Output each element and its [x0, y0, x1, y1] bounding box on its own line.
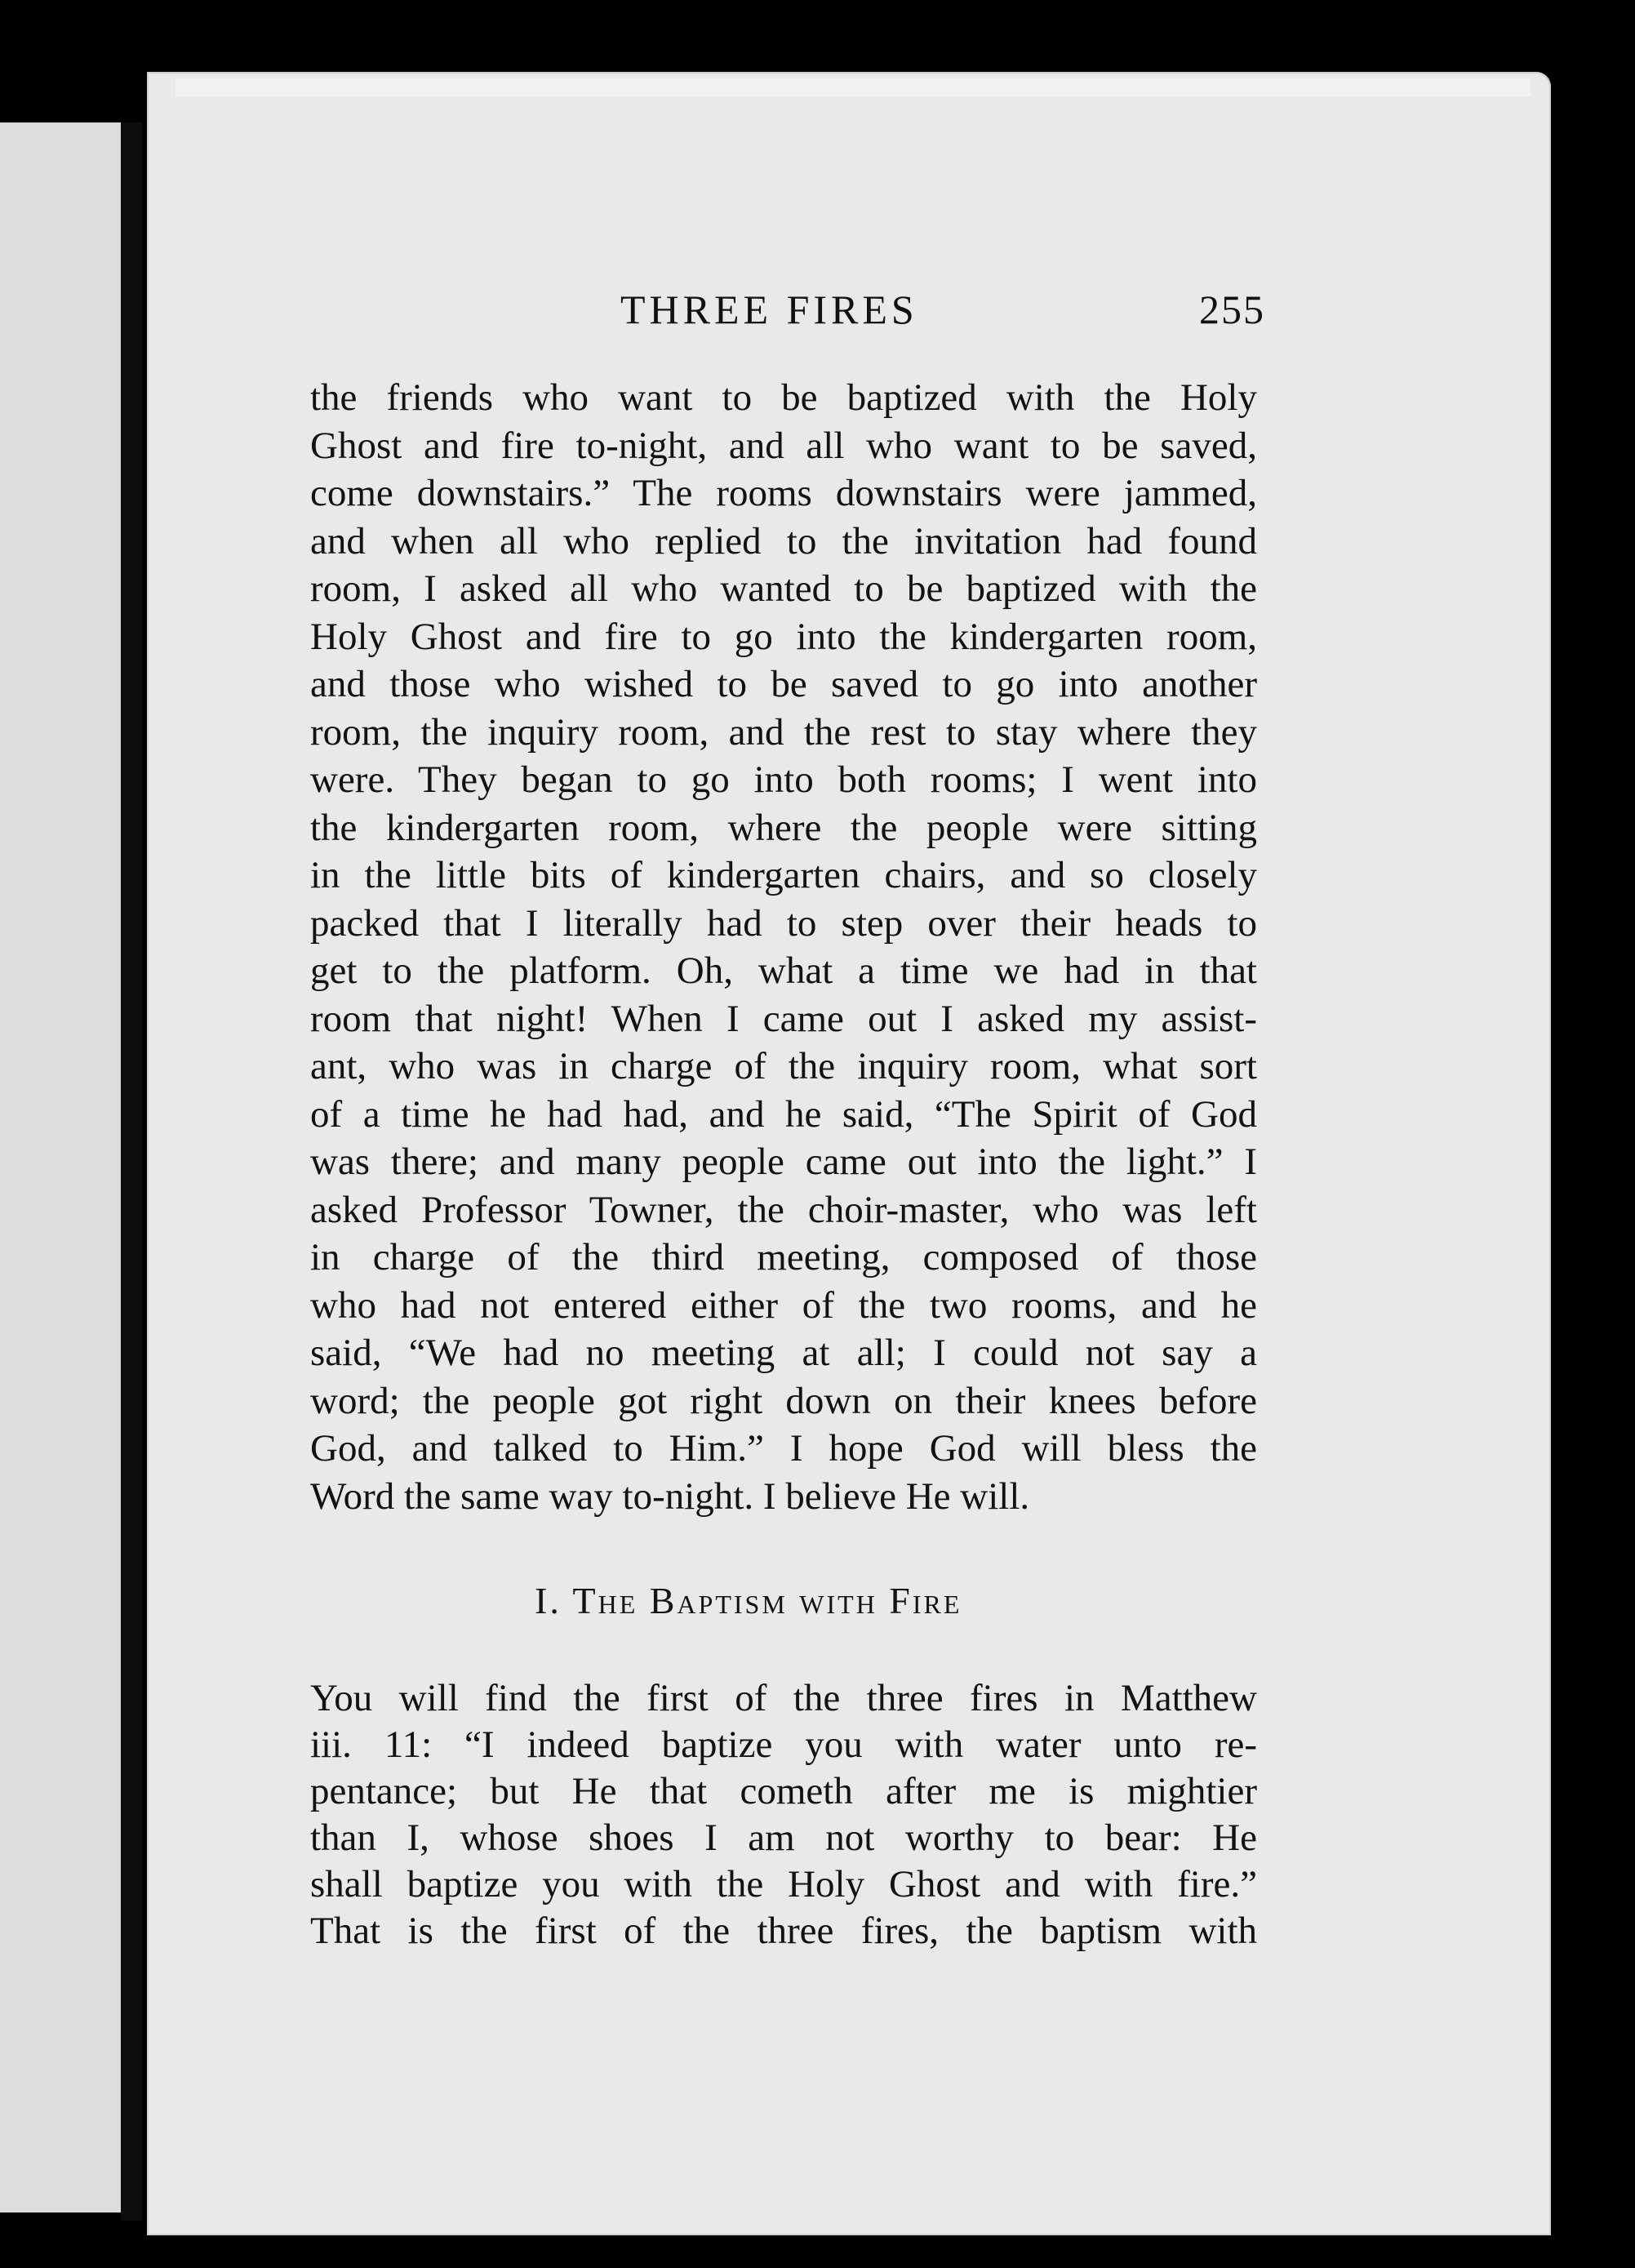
text-line: the kindergarten room, where the people were sitting: [310, 806, 1257, 849]
book-gutter: [121, 122, 142, 2221]
text-line: get to the platform. Oh, what a time we had in that: [310, 949, 1257, 992]
page-number: 255: [1199, 287, 1265, 332]
text-line: Ghost and fire to-night, and all who want to be saved,: [310, 424, 1257, 467]
text-line: Word the same way to-night. I believe He will.: [310, 1474, 1030, 1518]
text-line: That is the first of the three fires, the baptism with: [310, 1910, 1257, 1952]
text-line: and those who wished to be saved to go into another: [310, 663, 1257, 705]
text-line: Holy Ghost and fire to go into the kindergarten room,: [310, 615, 1257, 658]
text-line: room, the inquiry room, and the rest to stay where they: [310, 710, 1257, 754]
text-line: room that night! When I came out I asked my assist-: [310, 997, 1257, 1040]
text-line: asked Professor Towner, the choir-master, who was left: [310, 1188, 1257, 1231]
text-line: God, and talked to Him.” I hope God will bless the: [310, 1427, 1257, 1470]
text-line: in charge of the third meeting, composed of those: [310, 1236, 1257, 1279]
text-line: pentance; but He that cometh after me is mightier: [310, 1770, 1257, 1812]
text-line: in the little bits of kindergarten chairs, and so closely: [310, 854, 1257, 896]
text-line: who had not entered either of the two rooms, and he: [310, 1283, 1257, 1327]
text-line: word; the people got right down on their knees before: [310, 1379, 1257, 1422]
running-title: THREE FIRES: [620, 287, 918, 332]
text-line: iii. 11: “I indeed baptize you with water unto re-: [310, 1723, 1257, 1766]
body-paragraph: [310, 374, 1257, 1520]
text-line: packed that I literally had to step over their heads to: [310, 901, 1257, 945]
text-line: come downstairs.” The rooms downstairs were jammed,: [310, 472, 1257, 514]
page-top-edge: [175, 78, 1531, 96]
page-header: [620, 286, 1265, 343]
text-line: was there; and many people came out into the light.” I: [310, 1141, 1257, 1183]
text-line: and when all who replied to the invitation had found: [310, 519, 1257, 563]
text-line: the friends who want to be baptized with the Holy: [310, 376, 1257, 419]
text-line: shall baptize you with the Holy Ghost and with fire.”: [310, 1863, 1257, 1906]
text-line: were. They began to go into both rooms; I went into: [310, 758, 1257, 801]
section-heading: I. The Baptism with Fire: [535, 1580, 962, 1621]
text-line: You will find the first of the three fires in Matthew: [310, 1677, 1257, 1719]
facing-page: [0, 122, 140, 2212]
text-line: than I, whose shoes I am not worthy to bear: He: [310, 1817, 1257, 1859]
text-line: room, I asked all who wanted to be baptized with the: [310, 567, 1257, 610]
text-line: ant, who was in charge of the inquiry room, what sort: [310, 1045, 1257, 1087]
text-line: said, “We had no meeting at all; I could not say a: [310, 1332, 1257, 1374]
text-line: of a time he had had, and he said, “The Spirit of God: [310, 1092, 1257, 1136]
section-paragraph: [310, 1675, 1257, 1954]
